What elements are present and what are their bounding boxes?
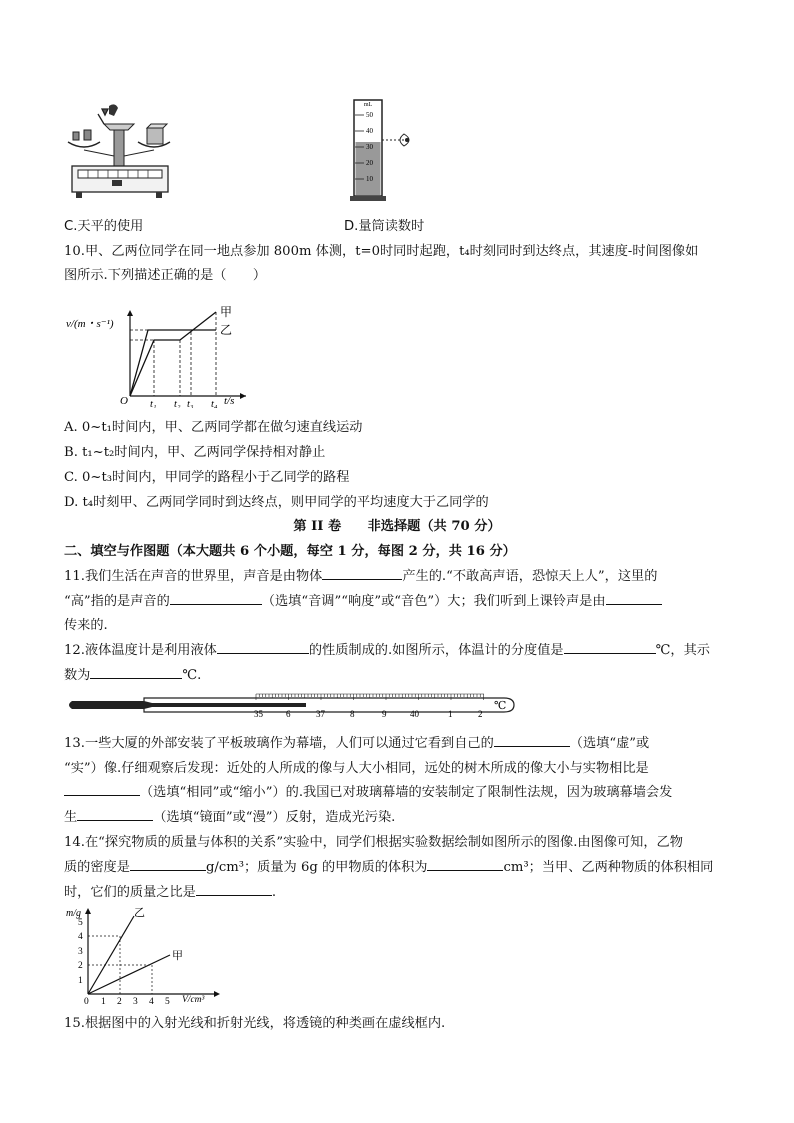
vt-series-yi: 乙 — [220, 323, 233, 337]
vt-series-jia: 甲 — [220, 305, 233, 319]
mv-series-jia: 甲 — [172, 950, 183, 962]
mv-xlabel: V/cm³ — [182, 995, 205, 1005]
thermo-scale-label: 2 — [478, 709, 483, 719]
q13-line-1: 13.一些大厦的外部安装了平板玻璃作为幕墙，人们可以通过它看到自己的 （选填“虚”或 — [64, 736, 650, 751]
thermo-scale-label: 1 — [448, 709, 453, 719]
thermo-scale-label: 9 — [382, 709, 387, 719]
q11-line-2: “高”指的是声音的 （选填“音调”“响度”或“音色”）大；我们听到上课铃声是由 — [64, 590, 662, 609]
vt-tick: t₂ — [174, 399, 181, 408]
answer-blank[interactable] — [494, 734, 570, 747]
q10-option-b: B. t₁~t₂时间内，甲、乙两同学保持相对静止 — [64, 445, 326, 460]
mv-xtick: 4 — [149, 997, 154, 1006]
answer-blank[interactable] — [196, 883, 272, 896]
answer-blank[interactable] — [64, 783, 140, 796]
q10-stem-1: 10.甲、乙两位同学在同一地点参加 800m 体测，t=0时同时起跑，t₄时刻同时到达终点，其速度-时间图像如 — [64, 244, 699, 259]
mv-ytick: 1 — [78, 976, 83, 986]
mv-xtick: 5 — [165, 997, 170, 1006]
cylinder-tick: 20 — [366, 159, 373, 167]
mass-volume-graph — [64, 904, 224, 1006]
mv-ytick: 4 — [78, 932, 83, 942]
balance-figure — [64, 100, 184, 206]
q14-line-2: 质的密度是 g/cm³；质量为 6g 的甲物质的体积为 cm³；当甲、乙两种物质的体积相同 — [64, 860, 714, 875]
vt-xlabel: t/s — [224, 395, 235, 407]
q11-line-1: 11.我们生活在声音的世界里，声音是由物体 产生的.“不敢高声语，恐惊天上人”，这里的 — [64, 569, 658, 584]
thermo-scale-label: 6 — [286, 709, 291, 719]
clinical-thermometer — [64, 690, 518, 720]
q10-option-c: C. 0~t₃时间内，甲同学的路程小于乙同学的路程 — [64, 470, 350, 485]
vt-origin: O — [120, 395, 128, 407]
thermo-unit: ℃ — [494, 700, 507, 712]
mv-series-yi: 乙 — [134, 907, 145, 919]
mv-ylabel: m/g — [66, 908, 81, 919]
q14-line-3: 时，它们的质量之比是 . — [64, 885, 277, 900]
mv-xtick: 1 — [101, 997, 106, 1006]
cylinder-tick: 10 — [366, 175, 373, 183]
vt-tick: t₁ — [150, 399, 157, 408]
thermo-scale-label: 8 — [350, 709, 355, 719]
part2-title: 第 II 卷 非选择题（共 70 分） — [293, 519, 501, 534]
mv-xtick: 2 — [117, 997, 122, 1006]
measuring-cylinder-figure — [346, 96, 438, 206]
caption-d: D.量筒读数时 — [344, 219, 425, 234]
answer-blank[interactable] — [564, 641, 656, 654]
q12-line-1: 12.液体温度计是利用液体 的性质制成的.如图所示，体温计的分度值是 ℃，其示 — [64, 643, 710, 658]
mv-ytick: 3 — [78, 947, 83, 957]
thermo-scale-label: 40 — [410, 709, 419, 719]
q13-line-4: 生 （选填“镜面”或“漫”）反射，造成光污染. — [64, 810, 396, 825]
vt-tick: t₃ — [187, 399, 194, 408]
q10-option-a: A. 0~t₁时间内，甲、乙两同学都在做匀速直线运动 — [64, 420, 363, 435]
answer-blank[interactable] — [77, 808, 153, 821]
mv-ytick: 2 — [78, 961, 83, 971]
answer-blank[interactable] — [322, 567, 402, 580]
thermo-scale-label: 35 — [254, 709, 263, 719]
q11-line-3: 传来的. — [64, 618, 108, 633]
answer-blank[interactable] — [170, 592, 262, 605]
answer-blank[interactable] — [130, 858, 206, 871]
q15-text: 15.根据图中的入射光线和折射光线，将透镜的种类画在虚线框内. — [64, 1016, 446, 1031]
mv-xtick: 3 — [133, 997, 138, 1006]
cylinder-tick: 50 — [366, 111, 373, 119]
answer-blank[interactable] — [606, 592, 662, 605]
q14-line-1: 14.在“探究物质的质量与体积的关系”实验中，同学们根据实验数据绘制如图所示的图像.由图像可知，乙物 — [64, 835, 683, 850]
answer-blank[interactable] — [217, 641, 309, 654]
q12-line-2: 数为 ℃. — [64, 668, 202, 683]
cylinder-unit: mL — [363, 102, 373, 108]
q10-option-d: D. t₄时刻甲、乙两同学同时到达终点，则甲同学的平均速度大于乙同学的 — [64, 495, 489, 510]
answer-blank[interactable] — [90, 666, 182, 679]
vt-tick: t₄ — [211, 399, 218, 408]
caption-c: C.天平的使用 — [64, 219, 144, 234]
q13-line-3: （选填“相同”或“缩小”）的.我国已对玻璃幕墙的安装制定了限制性法规，因为玻璃幕墙会发 — [64, 781, 672, 800]
section-heading: 二、填空与作图题（本大题共 6 个小题，每空 1 分，每图 2 分，共 16 分） — [64, 544, 516, 559]
mv-ytick: 5 — [78, 918, 83, 928]
velocity-time-graph — [64, 302, 254, 408]
q13-line-2: “实”）像.仔细观察后发现：近处的人所成的像与人大小相同，远处的树木所成的像大小与实物相比是 — [64, 761, 649, 776]
answer-blank[interactable] — [427, 858, 503, 871]
cylinder-tick: 30 — [366, 143, 373, 151]
q10-stem-2: 图所示.下列描述正确的是（ ） — [64, 268, 267, 283]
thermo-scale-label: 37 — [316, 709, 325, 719]
mv-origin: 0 — [84, 997, 89, 1006]
cylinder-tick: 40 — [366, 127, 373, 135]
vt-ylabel: v/(m・s⁻¹) — [66, 318, 114, 330]
